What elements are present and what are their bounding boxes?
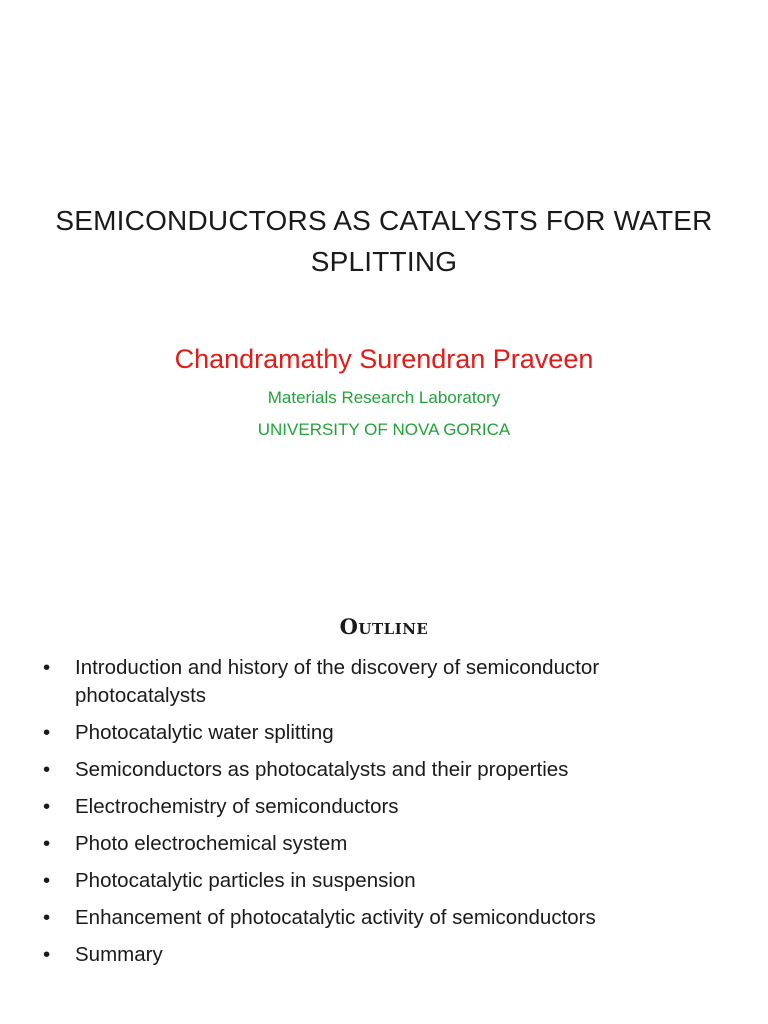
author-name: Chandramathy Surendran Praveen xyxy=(174,344,594,374)
bullet-icon: • xyxy=(43,795,51,818)
outline-item-text: Electrochemistry of semiconductors xyxy=(75,795,399,818)
outline-item xyxy=(43,830,733,858)
outline-item-text: Photocatalytic particles in suspension xyxy=(75,869,416,892)
outline-item-text: Semiconductors as photocatalysts and their properties xyxy=(75,758,569,781)
affiliation-university: UNIVERSITY OF NOVA GORICA xyxy=(257,420,511,439)
outline-list xyxy=(43,654,733,978)
slide-title: SEMICONDUCTORS AS CATALYSTS FOR WATER SPLITTING xyxy=(55,205,713,277)
outline-item xyxy=(43,756,733,784)
outline-item xyxy=(43,867,733,895)
outline-heading: Outline xyxy=(339,614,429,639)
outline-item-text: Photocatalytic water splitting xyxy=(75,721,334,744)
outline-item xyxy=(43,793,733,821)
bullet-icon: • xyxy=(43,832,51,855)
bullet-icon: • xyxy=(43,721,51,744)
bullet-icon: • xyxy=(43,906,51,929)
outline-item xyxy=(43,654,733,710)
outline-item-text: Enhancement of photocatalytic activity of semiconductors xyxy=(75,906,596,929)
outline-item-text: Introduction and history of the discovery of semiconductor photocatalysts xyxy=(75,656,600,707)
outline-item-text: Photo electrochemical system xyxy=(75,832,348,855)
outline-item xyxy=(43,719,733,747)
outline-item-text: Summary xyxy=(75,943,163,966)
bullet-icon: • xyxy=(43,869,51,892)
bullet-icon: • xyxy=(43,656,51,679)
bullet-icon: • xyxy=(43,943,51,966)
outline-item xyxy=(43,941,733,969)
outline-item xyxy=(43,904,733,932)
bullet-icon: • xyxy=(43,758,51,781)
affiliation-lab: Materials Research Laboratory xyxy=(267,388,501,407)
outline-slide xyxy=(0,512,768,1024)
